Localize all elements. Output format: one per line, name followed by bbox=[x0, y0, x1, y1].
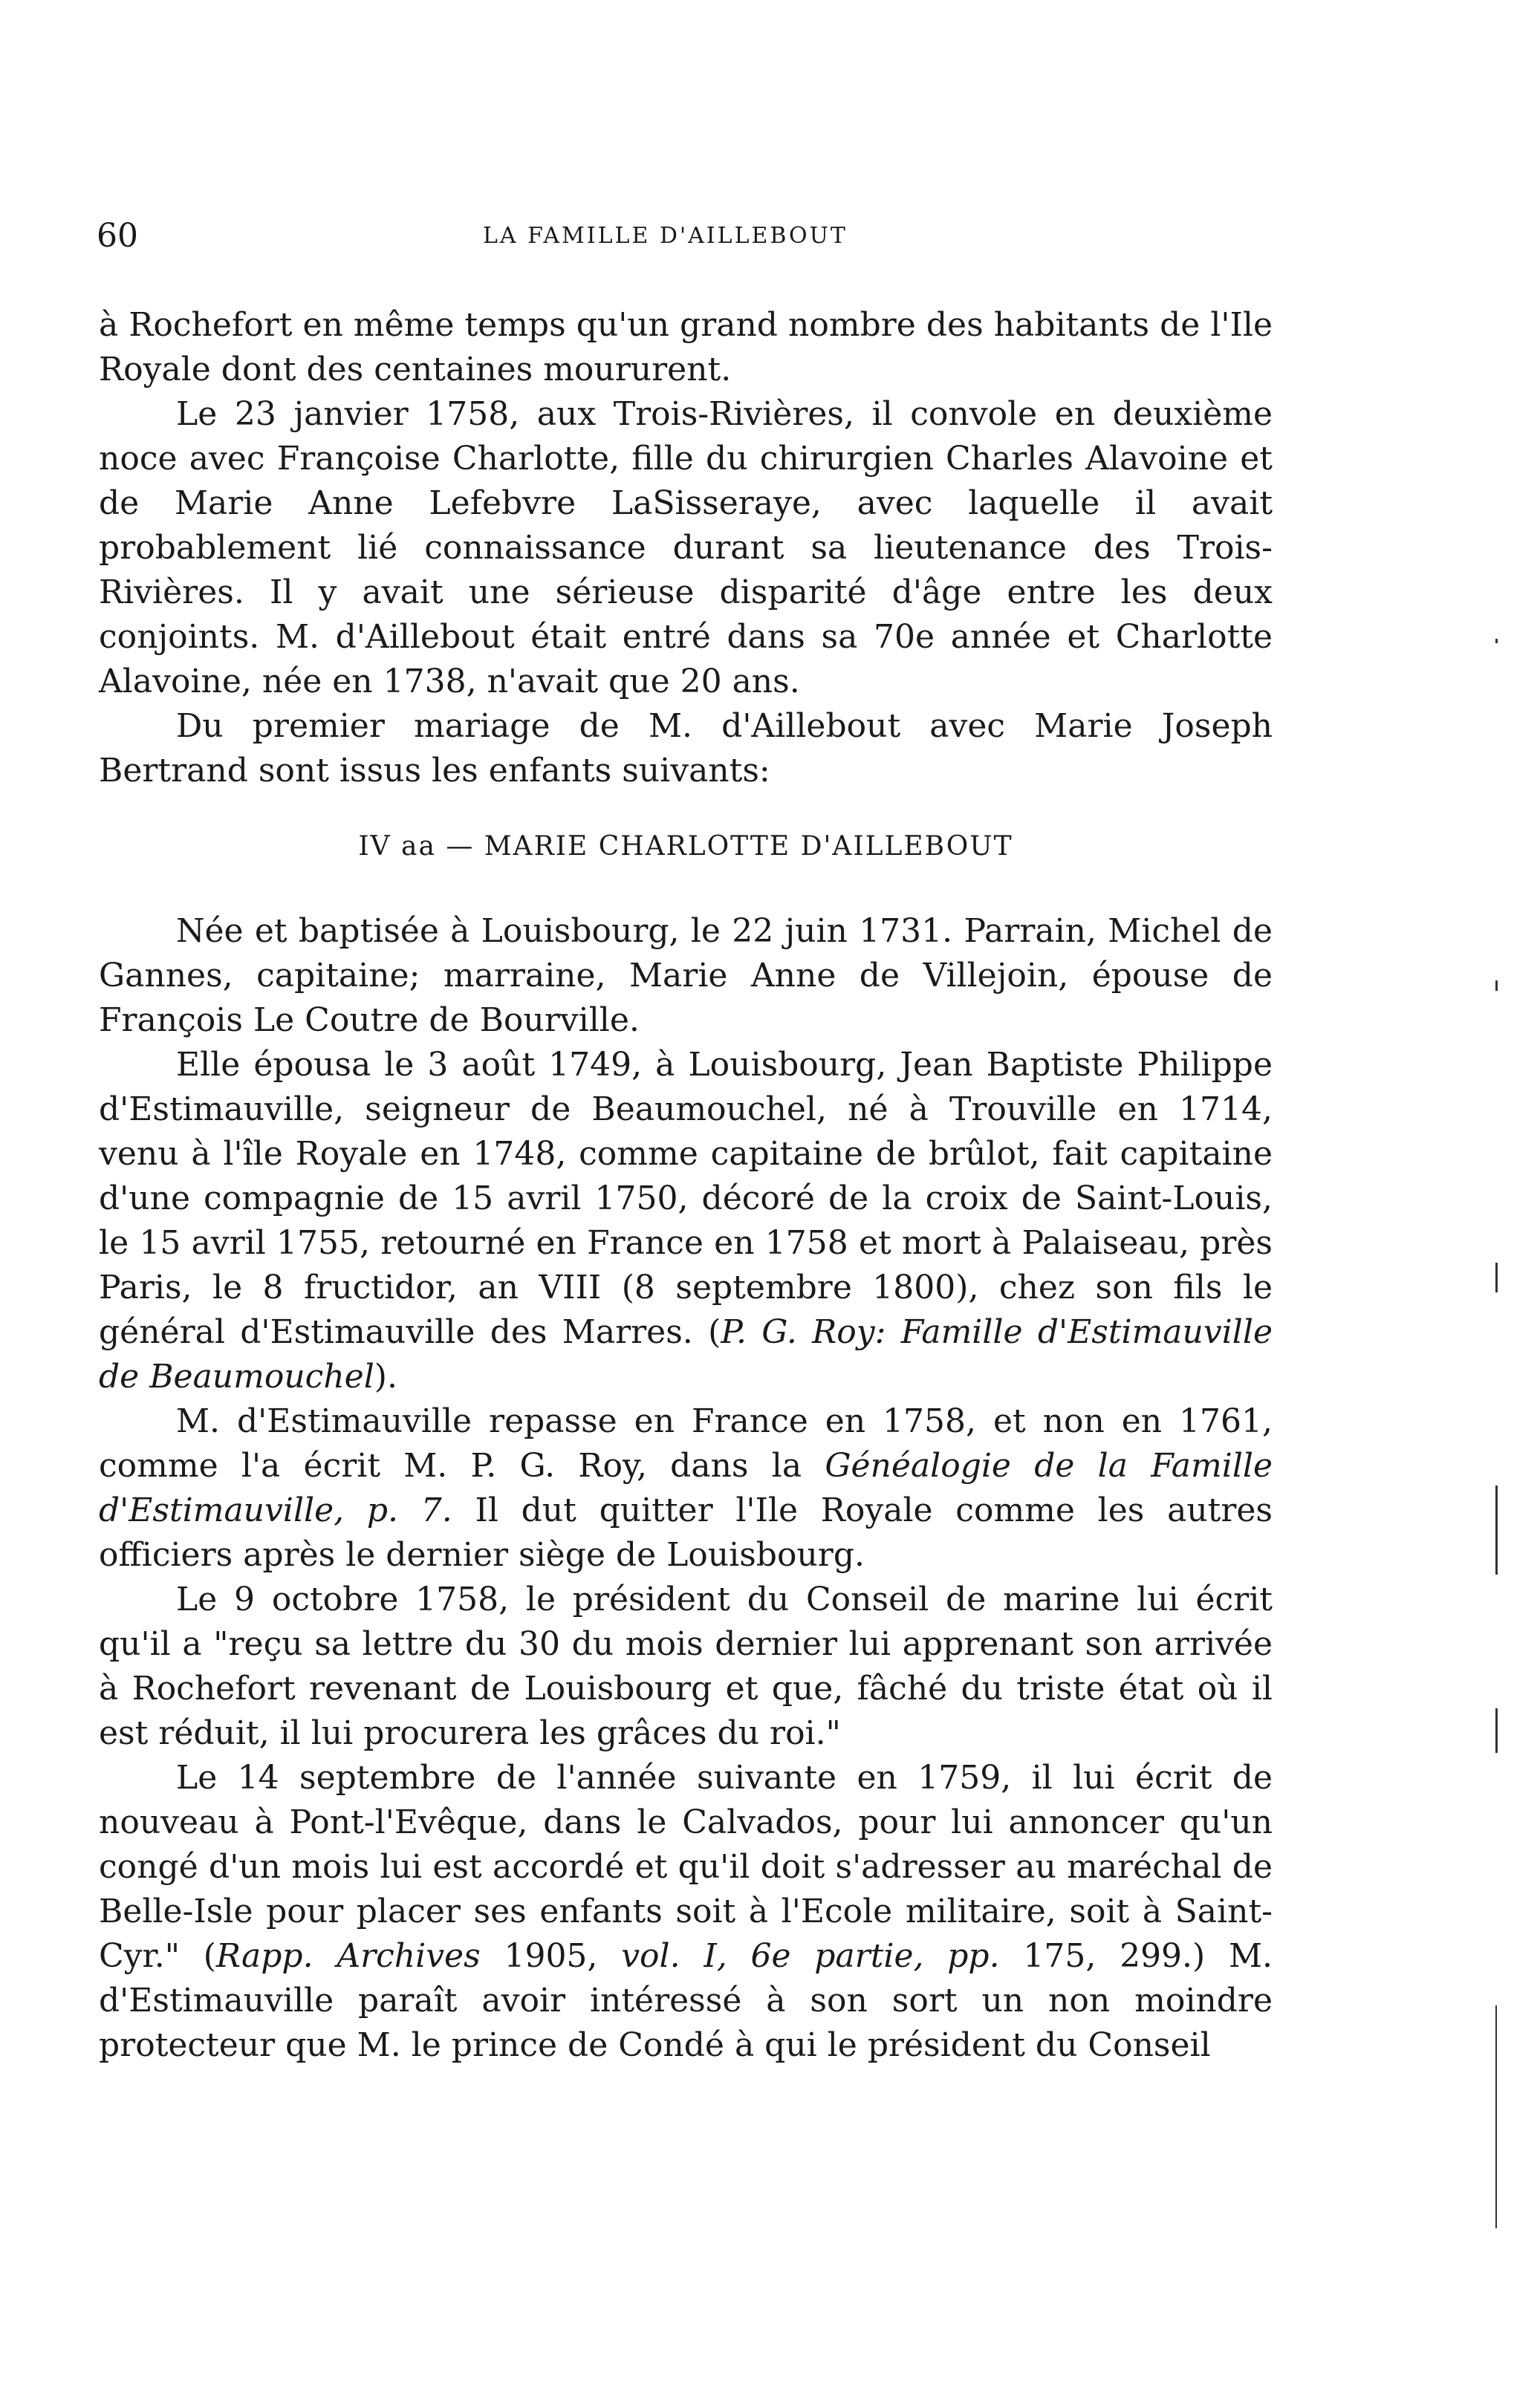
paragraph-text: 1905, bbox=[480, 1937, 622, 1975]
citation: P. G. Roy: Famille d'Estimauville de Beaumouchel bbox=[99, 1313, 1273, 1396]
paragraph bbox=[99, 1756, 1273, 2068]
citation: Généalogie de la Famille d'Estimauville, p. 7. bbox=[99, 1447, 1273, 1529]
paragraph: Le 9 octobre 1758, le président du Conseil de marine lui écrit qu'il a "reçu sa lettre du 30 du mois dernier lui apprenant son arrivée à Rochefort revenant de Louisbourg et que, fâché du triste état où il est réduit, il lui procurera les grâces du roi." bbox=[99, 1581, 1273, 1752]
section-heading: IV aa — MARIE CHARLOTTE D'AILLEBOUT bbox=[358, 831, 1013, 862]
paragraph-text: ). bbox=[374, 1358, 397, 1396]
paragraph: Le 23 janvier 1758, aux Trois-Rivières, il convole en deuxième noce avec Françoise Charlotte, fille du chirurgien Charles Alavoine et de Marie Anne Lefebvre LaSisseraye, avec laquelle il avait probablement lié connaissance durant sa lieutenance des Trois-Rivières. Il y avait une sérieuse disparité d'âge entre les deux conjoints. M. d'Aillebout était entré dans sa 70e année et Charlotte Alavoine, née en 1738, n'avait que 20 ans. bbox=[99, 395, 1273, 700]
scan-mark bbox=[1495, 1263, 1498, 1292]
body-text bbox=[99, 303, 1273, 2068]
paragraph: Du premier mariage de M. d'Aillebout avec Marie Joseph Bertrand sont issus les enfants suivants: bbox=[99, 707, 1273, 790]
page-edge-scan-marks bbox=[1495, 594, 1525, 2377]
paragraph-text: Elle épousa le 3 août 1749, à Louisbourg, Jean Baptiste Philippe d'Estimauville, seigneur de Beaumouchel, né à Trouville en 1714, venu à l'île Royale en 1748, comme capitaine de brûlot, fait capitaine d'une compagnie de 15 avril 1750, décoré de la croix de Saint-Louis, le 15 avril 1755, retourné en France en 1758 et mort à Palaiseau, près Paris, le 8 fructidor, an VIII (8 septembre 1800), chez son fils le général d'Estimauville des Marres. ( bbox=[99, 1046, 1273, 1351]
paragraph-text: M. d'Estimauville repasse en France en 1758, et non en 1761, comme l'a écrit M. P. G. Roy, dans la bbox=[99, 1402, 1273, 1485]
paragraph-text: 175, 299.) M. d'Estimauville paraît avoir intéressé à son sort un non moindre protecteur que M. le prince de Condé à qui le président du Conseil bbox=[99, 1937, 1273, 2064]
citation: Rapp. Archives bbox=[215, 1937, 481, 1975]
paragraph bbox=[99, 1399, 1273, 1578]
paragraph: à Rochefort en même temps qu'un grand nombre des habitants de l'Ile Royale dont des centaines moururent. bbox=[99, 306, 1273, 388]
paragraph bbox=[99, 1043, 1273, 1399]
scan-mark bbox=[1495, 1486, 1498, 1575]
paragraph-text: Il dut quitter l'Ile Royale comme les autres officiers après le dernier siège de Louisbourg. bbox=[99, 1491, 1273, 1574]
scan-mark bbox=[1495, 2005, 1497, 2228]
running-head: LA FAMILLE D'AILLEBOUT bbox=[483, 223, 848, 249]
scan-mark bbox=[1495, 980, 1498, 991]
paragraph: Née et baptisée à Louisbourg, le 22 juin 1731. Parrain, Michel de Gannes, capitaine; marraine, Marie Anne de Villejoin, épouse de François Le Coutre de Bourville. bbox=[99, 912, 1273, 1039]
page-number: 60 bbox=[97, 217, 138, 255]
scan-mark bbox=[1495, 639, 1498, 643]
paragraph-text: Le 14 septembre de l'année suivante en 1759, il lui écrit de nouveau à Pont-l'Evêque, dans le Calvados, pour lui annoncer qu'un congé d'un mois lui est accordé et qu'il doit s'adresser au maréchal de Belle-Isle pour placer ses enfants soit à l'Ecole militaire, soit à Saint-Cyr." ( bbox=[99, 1759, 1273, 1975]
scan-mark bbox=[1495, 1708, 1498, 1753]
page-header bbox=[97, 217, 1270, 261]
citation: vol. I, 6e partie, pp. bbox=[621, 1937, 1000, 1975]
